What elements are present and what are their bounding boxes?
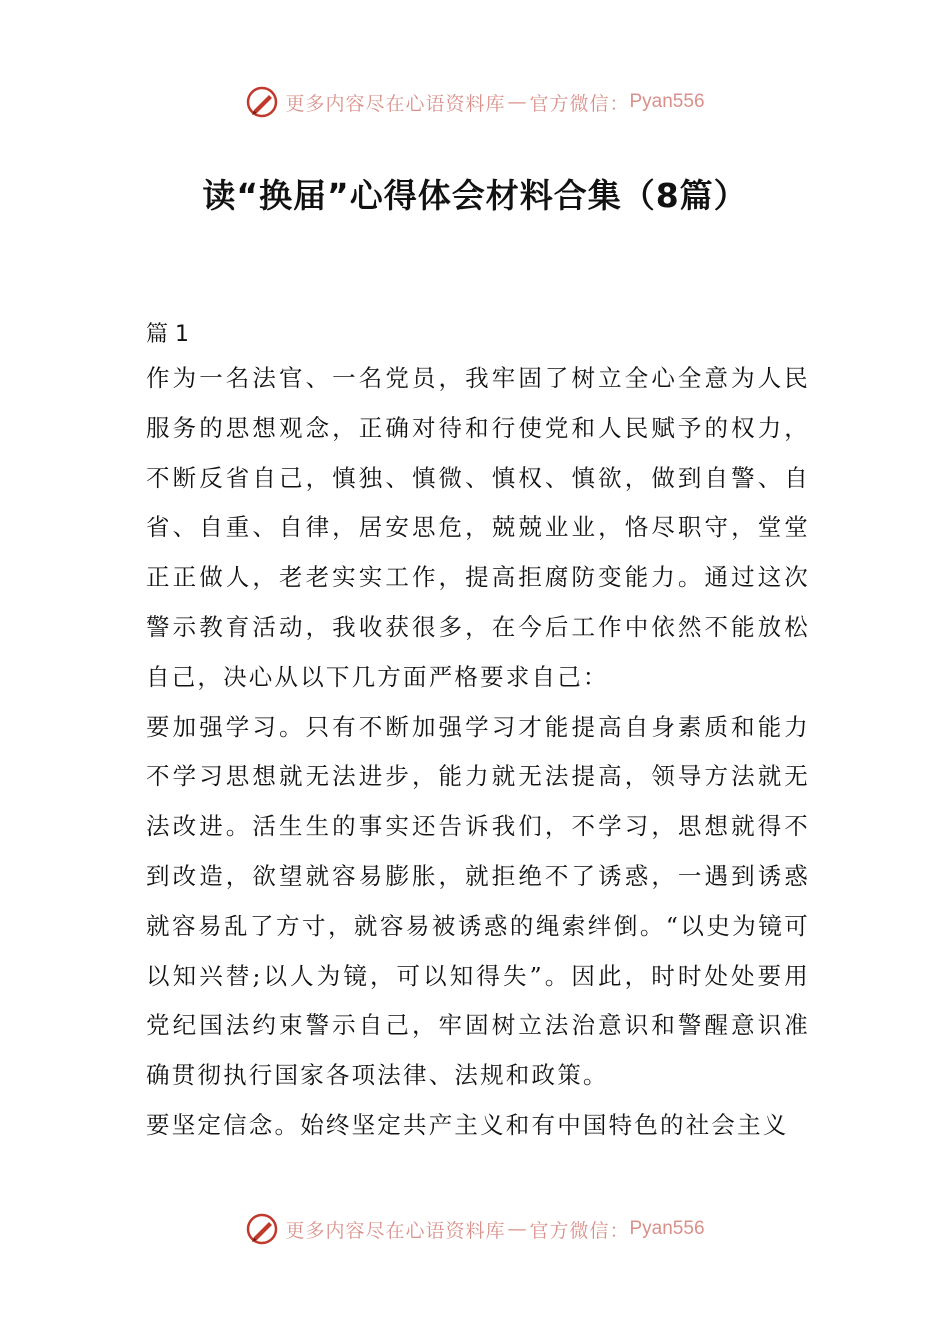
pen-logo-icon (245, 1212, 279, 1246)
paragraph-2: 要加强学习。只有不断加强学习才能提高自身素质和能力不学习思想就无法进步，能力就无法提高，领导方法就无法改进。活生生的事实还告诉我们，不学习，思想就得不到改造，欲望就容易膨胀，就拒绝不了诱惑，一遇到诱惑就容易乱了方寸，就容易被诱惑的绳索绊倒。“以史为镜可以知兴替;以人为镜，可以知得失”。因此，时时处处要用党纪国法约束警示自己，牢固树立法治意识和警醒意识准确贯彻执行国家各项法律、法规和政策。 (146, 712, 810, 1090)
document-body (146, 316, 810, 1151)
footer-wechat-label: 官方微信： (529, 1219, 630, 1242)
header-dash: — (507, 91, 528, 113)
section-label: 篇 1 (146, 322, 189, 347)
document-title: 读“换届”心得体会材料合集（8篇） (202, 176, 748, 215)
header-brand-text: 更多内容尽在心语资料库 (285, 92, 506, 115)
header-wechat-id: Pyan556 (629, 91, 705, 112)
footer-dash: — (507, 1218, 528, 1240)
footer-brand-text: 更多内容尽在心语资料库 (285, 1219, 506, 1242)
paragraph-1: 作为一名法官、一名党员，我牢固了树立全心全意为人民服务的思想观念，正确对待和行使党和人民赋予的权力，不断反省自己，慎独、慎微、慎权、慎欲，做到自警、自省、自重、自律，居安思危，兢兢业业，恪尽职守，堂堂正正做人，老老实实工作，提高拒腐防变能力。通过这次警示教育活动，我收获很多，在今后工作中依然不能放松自己，决心从以下几方面严格要求自己： (146, 364, 810, 691)
pen-logo-icon (245, 85, 279, 119)
header-watermark (0, 82, 950, 122)
paragraph-3: 要坚定信念。始终坚定共产主义和有中国特色的社会主义 (146, 1110, 789, 1139)
footer-watermark (0, 1209, 950, 1249)
footer-wechat-id: Pyan556 (629, 1218, 705, 1239)
header-wechat-label: 官方微信： (529, 92, 630, 115)
